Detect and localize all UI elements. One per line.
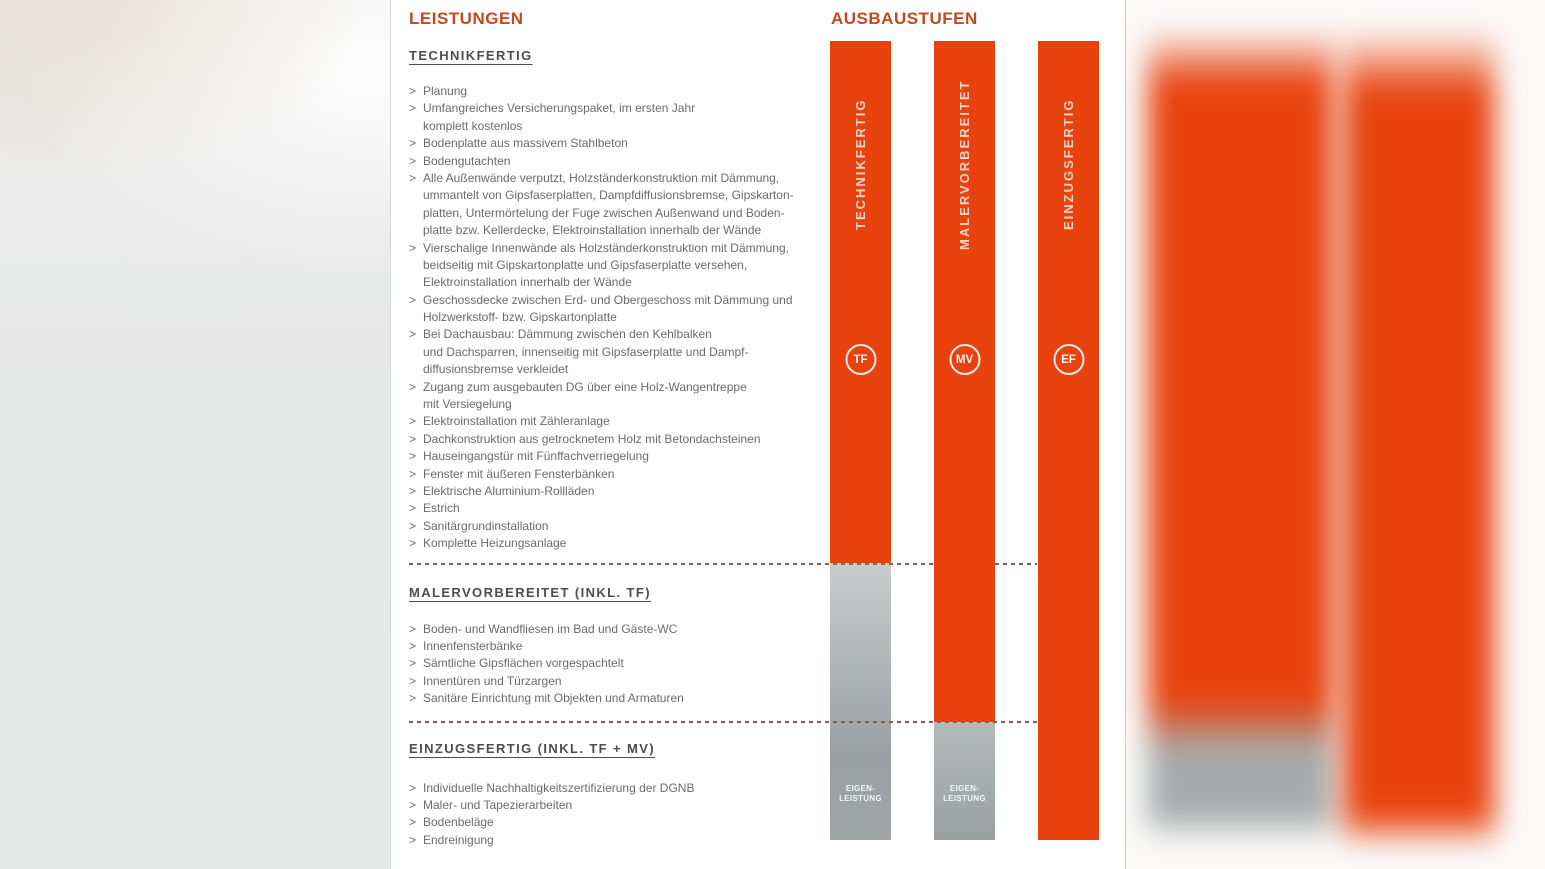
service-item-text: und Dachsparren, innenseitig mit Gipsfaserplatte und Dampf- [423,344,749,359]
service-item-text: Maler- und Tapezierarbeiten [423,797,573,812]
service-item-text: platte bzw. Kellerdecke, Elektroinstallation innerhalb der Wände [423,223,762,238]
service-item [409,500,839,517]
service-item [409,431,839,448]
service-item-text: Individuelle Nachhaltigkeitszertifizierung der DGNB [423,780,695,795]
service-item-text: Elektroinstallation innerhalb der Wände [423,275,632,290]
service-item [409,326,839,378]
service-item-text: diffusionsbremse verkleidet [423,362,569,377]
service-item-text: Innenfensterbänke [423,638,523,653]
bullet-marker: > [409,466,417,481]
bullet-marker: > [409,170,417,185]
stage-badge: TF [845,344,876,375]
service-item [409,448,839,465]
service-item [409,240,839,292]
service-item-text: Bodenplatte aus massivem Stahlbeton [423,136,628,151]
blurred-stage-bar [1343,28,1495,848]
service-item-text: Endreinigung [423,832,494,847]
service-item-text: Hauseingangstür mit Fünffachverriegelung [423,449,649,464]
selfwork-label [934,784,995,804]
service-item [409,780,839,797]
service-item-text: Bei Dachausbau: Dämmung zwischen den Kehlbalken [423,327,712,342]
dashed-separator-1 [995,563,1037,565]
bullet-marker: > [409,673,417,688]
section-item-list [409,621,839,708]
service-item [409,170,839,240]
service-item-text: Geschossdecke zwischen Erd- und Obergeschoss mit Dämmung und [423,292,793,307]
services-section [409,585,839,708]
service-item-text: Vierschalige Innenwände als Holzständerkonstruktion mit Dämmung, [423,240,789,255]
bullet-marker: > [409,483,417,498]
selfwork-label-line2: LEISTUNG [839,794,882,803]
service-item-text: Bodenbeläge [423,815,494,830]
services-section [409,48,839,553]
bullet-marker: > [409,780,417,795]
section-heading: MALERVORBEREITET (INKL. TF) [409,584,651,600]
bullet-marker: > [409,536,417,551]
bullet-marker: > [409,621,417,636]
service-item-text: Elektroinstallation mit Zähleranlage [423,414,610,429]
blurred-stage-bar [1148,28,1334,840]
selfwork-label-line2: LEISTUNG [943,794,986,803]
service-item-text: Boden- und Wandfliesen im Bad und Gäste-WC [423,621,678,636]
service-item [409,413,839,430]
services-section [409,741,839,850]
section-item-list [409,83,839,553]
service-item [409,466,839,483]
service-item-text: Estrich [423,501,460,516]
bullet-marker: > [409,638,417,653]
service-item-text: Fenster mit äußeren Fensterbänken [423,466,615,481]
bar-selfwork-segment [934,722,995,840]
service-item [409,379,839,414]
bullet-marker: > [409,832,417,847]
brochure-page [391,0,1125,869]
bullet-marker: > [409,153,417,168]
bullet-marker: > [409,815,417,830]
background-blur-left [0,0,391,869]
service-item-text: Dachkonstruktion aus getrocknetem Holz mit Betondachsteinen [423,431,761,446]
bullet-marker: > [409,797,417,812]
bullet-marker: > [409,656,417,671]
bullet-marker: > [409,84,417,98]
services-column [409,48,839,849]
ausbaustufen-title: AUSBAUSTUFEN [831,9,978,28]
selfwork-label [830,784,891,804]
bullet-marker: > [409,292,417,307]
selfwork-label-line1: EIGEN- [949,784,980,793]
bullet-marker: > [409,449,417,464]
service-item [409,690,839,707]
selfwork-label-line1: EIGEN- [845,784,876,793]
service-item [409,83,839,100]
bullet-marker: > [409,501,417,516]
bullet-marker: > [409,379,417,394]
service-item [409,797,839,814]
bar-stage-label: TECHNIKFERTIG [853,98,868,231]
bar-stage-label: MALERVORBEREITET [957,79,972,250]
service-item-text: ummantelt von Gipsfaserplatten, Dampfdiffusionsbremse, Gipskarton- [423,188,794,203]
bullet-marker: > [409,691,417,706]
bullet-marker: > [409,518,417,533]
stage-badge: EF [1053,344,1084,375]
section-heading: EINZUGSFERTIG (INKL. TF + MV) [409,740,656,756]
service-item-text: Innentüren und Türzargen [423,673,562,688]
service-item-text: Elektrische Aluminium-Rollläden [423,483,595,498]
service-item-text: Umfangreiches Versicherungspaket, im ersten Jahr [423,101,696,116]
service-item [409,153,839,170]
service-item [409,655,839,672]
service-item-text: Sämtliche Gipsflächen vorgespachtelt [423,656,624,671]
leistungen-title: LEISTUNGEN [409,9,524,28]
stage-bar-einzugsfertig [1038,41,1099,840]
bullet-marker: > [409,414,417,429]
service-item-text: Sanitärgrundinstallation [423,518,549,533]
service-item [409,535,839,552]
service-item [409,135,839,152]
background-blur-right [1125,0,1545,869]
service-item-text: Planung [423,84,468,98]
bullet-marker: > [409,101,417,116]
bullet-marker: > [409,327,417,342]
dashed-separator-1 [409,563,934,565]
service-item [409,832,839,849]
service-item [409,673,839,690]
service-item [409,292,839,327]
service-item-text: Bodengutachten [423,153,511,168]
service-item-text: Zugang zum ausgebauten DG über eine Holz-Wangentreppe [423,379,747,394]
service-item-text: Holzwerkstoff- bzw. Gipskartonplatte [423,310,617,325]
service-item [409,483,839,500]
dashed-separator-2 [409,721,1037,723]
service-item-text: mit Versiegelung [423,397,512,412]
stage-badge: MV [949,344,980,375]
section-item-list [409,780,839,850]
service-item-text: Alle Außenwände verputzt, Holzständerkonstruktion mit Dämmung, [423,170,780,185]
section-heading: TECHNIKFERTIG [409,48,533,63]
service-item [409,621,839,638]
bar-stage-label: EINZUGSFERTIG [1061,98,1076,231]
service-item [409,100,839,135]
service-item-text: platten, Untermörtelung der Fuge zwischen Außenwand und Boden- [423,205,785,220]
service-item-text: Sanitäre Einrichtung mit Objekten und Armaturen [423,691,684,706]
bullet-marker: > [409,136,417,151]
bullet-marker: > [409,240,417,255]
service-item-text: Komplette Heizungsanlage [423,536,567,551]
service-item [409,518,839,535]
service-item [409,638,839,655]
service-item-text: beidseitig mit Gipskartonplatte und Gipsfaserplatte versehen, [423,257,748,272]
service-item-text: komplett kostenlos [423,118,523,133]
bullet-marker: > [409,431,417,446]
service-item [409,814,839,831]
